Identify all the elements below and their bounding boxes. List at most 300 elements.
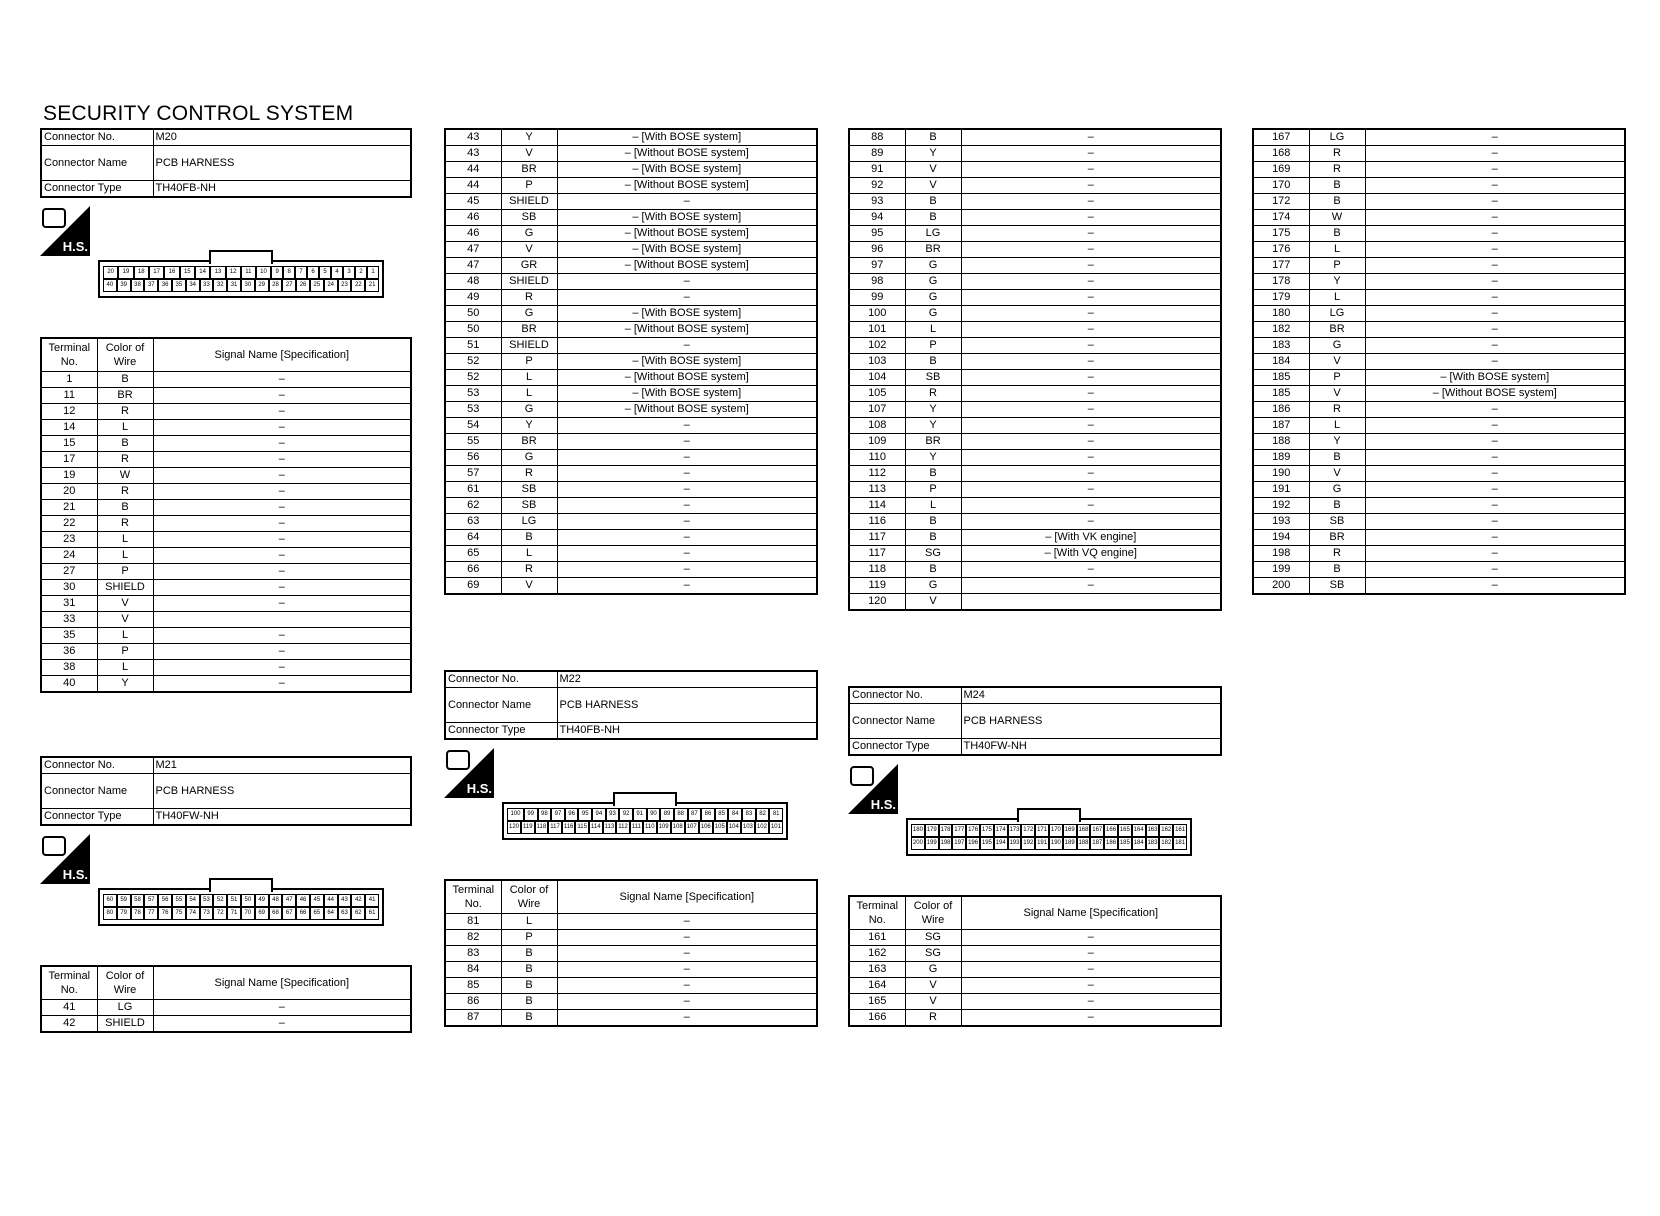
- wire-color: G: [905, 290, 961, 306]
- pin-cell: 54: [186, 894, 200, 907]
- signal-name: – [Without BOSE system]: [557, 322, 817, 338]
- table-row: [445, 210, 817, 226]
- wire-color: SB: [501, 210, 557, 226]
- signal-name: –: [153, 564, 411, 580]
- table-header: [41, 966, 411, 1000]
- wire-color: R: [1309, 146, 1365, 162]
- table-row: [1253, 466, 1625, 482]
- pin-cell: 187: [1090, 837, 1104, 850]
- signal-name: –: [1365, 482, 1625, 498]
- pin-cell: 45: [310, 894, 324, 907]
- wire-color: V: [501, 242, 557, 258]
- wire-color: R: [905, 1010, 961, 1027]
- wire-color: SHIELD: [501, 274, 557, 290]
- pin-cell: 161: [1173, 824, 1187, 837]
- pin-cell: 10: [256, 266, 271, 279]
- pin-cell: 164: [1132, 824, 1146, 837]
- pin-cell: 180: [911, 824, 925, 837]
- wire-color: V: [905, 994, 961, 1010]
- wire-color: G: [1309, 482, 1365, 498]
- connector-icon: [42, 208, 66, 228]
- table-row: [849, 978, 1221, 994]
- pin-cell: 114: [589, 821, 603, 834]
- signal-name: –: [557, 962, 817, 978]
- pin-table-m22: [444, 879, 818, 1027]
- table-row: [445, 338, 817, 354]
- table-row: [849, 274, 1221, 290]
- pin-cell: 183: [1146, 837, 1160, 850]
- signal-name: –: [961, 306, 1221, 322]
- wire-color: P: [97, 564, 153, 580]
- table-row: [445, 194, 817, 210]
- signal-name: –: [557, 1010, 817, 1027]
- signal-name: –: [1365, 306, 1625, 322]
- terminal-no: 54: [445, 418, 501, 434]
- signal-name: –: [557, 578, 817, 595]
- pin-cell: 87: [688, 808, 702, 821]
- pin-cell: 118: [535, 821, 549, 834]
- table-row: [849, 322, 1221, 338]
- terminal-no: 53: [445, 386, 501, 402]
- connector-no-row: [41, 129, 411, 146]
- signal-name-header: Signal Name [Specification]: [153, 966, 411, 1000]
- pin-table-m20: [40, 337, 412, 693]
- signal-name: –: [961, 242, 1221, 258]
- signal-name: – [Without BOSE system]: [557, 226, 817, 242]
- signal-name: –: [153, 404, 411, 420]
- table-row: [849, 242, 1221, 258]
- table-row: [41, 1000, 411, 1016]
- pin-cell: 65: [310, 907, 324, 920]
- table-row: [445, 370, 817, 386]
- signal-name: – [With BOSE system]: [557, 129, 817, 146]
- terminal-no: 57: [445, 466, 501, 482]
- wire-color: Y: [501, 129, 557, 146]
- wire-color: G: [1309, 338, 1365, 354]
- wire-color: G: [905, 306, 961, 322]
- terminal-no: 163: [849, 962, 905, 978]
- table-row: [1253, 274, 1625, 290]
- wire-color: R: [905, 386, 961, 402]
- terminal-no: 52: [445, 370, 501, 386]
- wire-color: BR: [905, 434, 961, 450]
- terminal-no: 162: [849, 946, 905, 962]
- wire-color: B: [905, 194, 961, 210]
- terminal-no: 117: [849, 530, 905, 546]
- pin-cell: 24: [324, 279, 338, 292]
- pin-cell: 56: [158, 894, 172, 907]
- table-row: [1253, 562, 1625, 578]
- signal-name: [961, 594, 1221, 611]
- signal-name: –: [1365, 418, 1625, 434]
- table-row: [1253, 402, 1625, 418]
- table-row: [849, 354, 1221, 370]
- terminal-no: 35: [41, 628, 97, 644]
- terminal-no: 15: [41, 436, 97, 452]
- terminal-no: 178: [1253, 274, 1309, 290]
- page-title: SECURITY CONTROL SYSTEM: [43, 102, 354, 125]
- pin-cell: 57: [144, 894, 158, 907]
- signal-name: – [With BOSE system]: [557, 306, 817, 322]
- table-row: [849, 162, 1221, 178]
- terminal-no: 120: [849, 594, 905, 611]
- table-row: [445, 402, 817, 418]
- table-row: [849, 594, 1221, 611]
- wire-color: P: [905, 482, 961, 498]
- pin-cell: 78: [131, 907, 145, 920]
- pin-cell: 53: [200, 894, 214, 907]
- pin-cell: 46: [296, 894, 310, 907]
- signal-name: –: [153, 468, 411, 484]
- connector-face-m24: [906, 818, 1192, 856]
- pin-table-col2: [444, 128, 818, 595]
- wire-color: B: [1309, 194, 1365, 210]
- harness-side-icon: H.S.: [40, 834, 90, 884]
- connector-no-label: Connector No.: [41, 129, 153, 146]
- terminal-no: 86: [445, 994, 501, 1010]
- signal-name: –: [961, 1010, 1221, 1027]
- terminal-no: 185: [1253, 370, 1309, 386]
- pin-cell: 69: [255, 907, 269, 920]
- terminal-no: 105: [849, 386, 905, 402]
- wire-color: W: [1309, 210, 1365, 226]
- terminal-no: 182: [1253, 322, 1309, 338]
- terminal-no-header: Terminal No.: [41, 966, 97, 1000]
- wire-color: R: [501, 466, 557, 482]
- table-row: [445, 306, 817, 322]
- terminal-no: 45: [445, 194, 501, 210]
- signal-name: –: [961, 562, 1221, 578]
- pin-cell: 64: [324, 907, 338, 920]
- terminal-no: 17: [41, 452, 97, 468]
- pin-cell: 174: [994, 824, 1008, 837]
- connector-name-value: PCB HARNESS: [557, 688, 817, 723]
- wire-color: W: [97, 468, 153, 484]
- wire-color: L: [501, 386, 557, 402]
- pin-cell: 88: [674, 808, 688, 821]
- table-row: [445, 258, 817, 274]
- pin-cell: 165: [1118, 824, 1132, 837]
- signal-name: – [With BOSE system]: [1365, 370, 1625, 386]
- harness-side-icon: H.S.: [40, 206, 90, 256]
- signal-name: –: [557, 946, 817, 962]
- connector-face-m20: [98, 260, 384, 298]
- pin-cell: 13: [210, 266, 225, 279]
- connector-type-label: Connector Type: [445, 723, 557, 740]
- terminal-no: 92: [849, 178, 905, 194]
- table-row: [445, 978, 817, 994]
- terminal-no: 85: [445, 978, 501, 994]
- connector-type-row: [445, 723, 817, 740]
- pin-cell: 91: [633, 808, 647, 821]
- terminal-no: 107: [849, 402, 905, 418]
- signal-name: –: [1365, 578, 1625, 595]
- table-row: [1253, 370, 1625, 386]
- table-row: [445, 578, 817, 595]
- table-row: [1253, 162, 1625, 178]
- pin-cell: 110: [643, 821, 657, 834]
- table-row: [41, 596, 411, 612]
- table-row: [849, 418, 1221, 434]
- table-row: [41, 548, 411, 564]
- terminal-no: 199: [1253, 562, 1309, 578]
- terminal-no: 193: [1253, 514, 1309, 530]
- signal-name: –: [961, 290, 1221, 306]
- signal-name: –: [153, 500, 411, 516]
- signal-name: –: [557, 930, 817, 946]
- wire-color: SHIELD: [501, 194, 557, 210]
- pin-cell: 120: [507, 821, 521, 834]
- wire-color: LG: [97, 1000, 153, 1016]
- signal-name: –: [557, 914, 817, 930]
- terminal-no: 180: [1253, 306, 1309, 322]
- signal-name: –: [961, 962, 1221, 978]
- connector-name-label: Connector Name: [41, 774, 153, 809]
- terminal-no: 62: [445, 498, 501, 514]
- terminal-no-header: Terminal No.: [849, 896, 905, 930]
- table-row: [849, 946, 1221, 962]
- wire-color: LG: [1309, 129, 1365, 146]
- wire-color: B: [97, 372, 153, 388]
- table-row: [41, 500, 411, 516]
- connector-info-m24: [848, 686, 1222, 756]
- connector-type-label: Connector Type: [41, 809, 153, 826]
- wire-color: P: [97, 644, 153, 660]
- signal-name: –: [557, 994, 817, 1010]
- wire-color: SHIELD: [501, 338, 557, 354]
- pin-cell: 100: [507, 808, 524, 821]
- signal-name: – [Without BOSE system]: [557, 146, 817, 162]
- pin-cell: 193: [1008, 837, 1022, 850]
- table-row: [445, 242, 817, 258]
- table-row: [849, 210, 1221, 226]
- connector-name-row: [41, 146, 411, 181]
- connector-no-value: M21: [153, 757, 411, 774]
- connector-name-row: [41, 774, 411, 809]
- wire-color: B: [1309, 178, 1365, 194]
- pin-cell: 92: [619, 808, 633, 821]
- terminal-no: 100: [849, 306, 905, 322]
- connector-name-value: PCB HARNESS: [153, 146, 411, 181]
- wire-color: B: [501, 946, 557, 962]
- signal-name: –: [153, 420, 411, 436]
- pin-cell: 192: [1021, 837, 1035, 850]
- pin-cell: 176: [966, 824, 980, 837]
- table-row: [849, 578, 1221, 594]
- terminal-no: 65: [445, 546, 501, 562]
- pin-cell: 194: [994, 837, 1008, 850]
- pin-cell: 102: [755, 821, 769, 834]
- wire-color: L: [905, 498, 961, 514]
- wire-color: LG: [501, 514, 557, 530]
- terminal-no: 31: [41, 596, 97, 612]
- pin-cell: 62: [351, 907, 365, 920]
- table-row: [445, 322, 817, 338]
- wire-color: Y: [905, 418, 961, 434]
- signal-name: –: [557, 418, 817, 434]
- table-row: [849, 482, 1221, 498]
- wire-color: SHIELD: [97, 1016, 153, 1033]
- pin-cell: 52: [213, 894, 227, 907]
- terminal-no: 47: [445, 258, 501, 274]
- signal-name: –: [1365, 162, 1625, 178]
- table-row: [1253, 290, 1625, 306]
- wire-color: P: [501, 178, 557, 194]
- terminal-no: 188: [1253, 434, 1309, 450]
- wire-color: L: [501, 914, 557, 930]
- pin-cell: 71: [227, 907, 241, 920]
- table-row: [849, 562, 1221, 578]
- wire-color: B: [1309, 226, 1365, 242]
- table-row: [1253, 450, 1625, 466]
- signal-name: –: [1365, 514, 1625, 530]
- pin-cell: 95: [578, 808, 592, 821]
- wire-color: V: [905, 978, 961, 994]
- wire-color: P: [501, 930, 557, 946]
- signal-name: –: [153, 484, 411, 500]
- signal-name: – [With VQ engine]: [961, 546, 1221, 562]
- wire-color: L: [97, 628, 153, 644]
- table-row: [41, 612, 411, 628]
- table-header: [445, 880, 817, 914]
- signal-name: –: [1365, 466, 1625, 482]
- wire-color: B: [501, 530, 557, 546]
- wire-color: R: [501, 290, 557, 306]
- wire-color: G: [501, 306, 557, 322]
- terminal-no: 41: [41, 1000, 97, 1016]
- connector-type-value: TH40FB-NH: [153, 181, 411, 198]
- connector-info-m21: [40, 756, 412, 826]
- terminal-no: 53: [445, 402, 501, 418]
- wire-color: B: [97, 436, 153, 452]
- signal-name: –: [557, 338, 817, 354]
- wire-color: B: [1309, 562, 1365, 578]
- terminal-no: 69: [445, 578, 501, 595]
- pin-cell: 76: [158, 907, 172, 920]
- pin-cell: 166: [1104, 824, 1118, 837]
- wire-color: BR: [501, 162, 557, 178]
- table-row: [1253, 306, 1625, 322]
- pin-cell: 19: [118, 266, 133, 279]
- signal-name: –: [153, 1016, 411, 1033]
- terminal-no: 97: [849, 258, 905, 274]
- terminal-no: 118: [849, 562, 905, 578]
- signal-name: – [Without BOSE system]: [557, 258, 817, 274]
- table-row: [41, 1016, 411, 1033]
- signal-name: –: [1365, 226, 1625, 242]
- terminal-no: 184: [1253, 354, 1309, 370]
- table-row: [445, 530, 817, 546]
- pin-cell: 12: [226, 266, 241, 279]
- signal-name: –: [961, 194, 1221, 210]
- terminal-no: 44: [445, 178, 501, 194]
- terminal-no: 30: [41, 580, 97, 596]
- signal-name: –: [153, 436, 411, 452]
- signal-name: –: [961, 322, 1221, 338]
- terminal-no: 63: [445, 514, 501, 530]
- connector-type-value: TH40FB-NH: [557, 723, 817, 740]
- signal-name: –: [961, 178, 1221, 194]
- signal-name: –: [1365, 546, 1625, 562]
- connector-name-label: Connector Name: [445, 688, 557, 723]
- terminal-no: 95: [849, 226, 905, 242]
- terminal-no: 66: [445, 562, 501, 578]
- pin-cell: 85: [715, 808, 729, 821]
- pin-cell: 11: [241, 266, 256, 279]
- table-row: [1253, 418, 1625, 434]
- table-row: [849, 498, 1221, 514]
- pin-cell: 73: [200, 907, 214, 920]
- wire-color: BR: [1309, 530, 1365, 546]
- connector-no-row: [41, 757, 411, 774]
- pin-cell: 196: [966, 837, 980, 850]
- pin-cell: 119: [521, 821, 535, 834]
- connector-no-value: M24: [961, 687, 1221, 704]
- terminal-no: 47: [445, 242, 501, 258]
- wire-color: B: [905, 354, 961, 370]
- signal-name: –: [961, 274, 1221, 290]
- table-header: [41, 338, 411, 372]
- connector-icon: [850, 766, 874, 786]
- terminal-no: 166: [849, 1010, 905, 1027]
- pin-cell: 167: [1090, 824, 1104, 837]
- wire-color: V: [97, 596, 153, 612]
- connector-no-row: [445, 671, 817, 688]
- connector-no-label: Connector No.: [41, 757, 153, 774]
- wire-color: V: [905, 178, 961, 194]
- signal-name: –: [1365, 562, 1625, 578]
- terminal-no: 1: [41, 372, 97, 388]
- signal-name: –: [557, 450, 817, 466]
- pin-cell: 47: [282, 894, 296, 907]
- terminal-no: 46: [445, 210, 501, 226]
- signal-name: –: [1365, 402, 1625, 418]
- pin-cell: 177: [952, 824, 966, 837]
- terminal-no: 102: [849, 338, 905, 354]
- signal-name: –: [1365, 242, 1625, 258]
- pin-cell: 15: [180, 266, 195, 279]
- pin-cell: 27: [282, 279, 296, 292]
- table-row: [1253, 530, 1625, 546]
- terminal-no: 49: [445, 290, 501, 306]
- pin-cell: 182: [1159, 837, 1173, 850]
- wire-color: V: [1309, 386, 1365, 402]
- pin-cell: 7: [295, 266, 307, 279]
- signal-name: –: [1365, 450, 1625, 466]
- signal-name: –: [557, 194, 817, 210]
- table-row: [41, 388, 411, 404]
- pin-cell: 94: [592, 808, 606, 821]
- wire-color: SB: [1309, 514, 1365, 530]
- pin-cell: 80: [103, 907, 117, 920]
- signal-name: –: [961, 978, 1221, 994]
- pin-cell: 189: [1063, 837, 1077, 850]
- pin-cell: 34: [186, 279, 200, 292]
- signal-name: –: [557, 562, 817, 578]
- wire-color: R: [97, 516, 153, 532]
- signal-name: –: [961, 354, 1221, 370]
- wire-color: V: [905, 162, 961, 178]
- table-row: [445, 226, 817, 242]
- terminal-no: 48: [445, 274, 501, 290]
- terminal-no: 185: [1253, 386, 1309, 402]
- terminal-no: 23: [41, 532, 97, 548]
- pin-cell: 86: [701, 808, 715, 821]
- signal-name: –: [557, 546, 817, 562]
- wire-color: B: [905, 466, 961, 482]
- pin-cell: 186: [1104, 837, 1118, 850]
- wire-color: L: [1309, 418, 1365, 434]
